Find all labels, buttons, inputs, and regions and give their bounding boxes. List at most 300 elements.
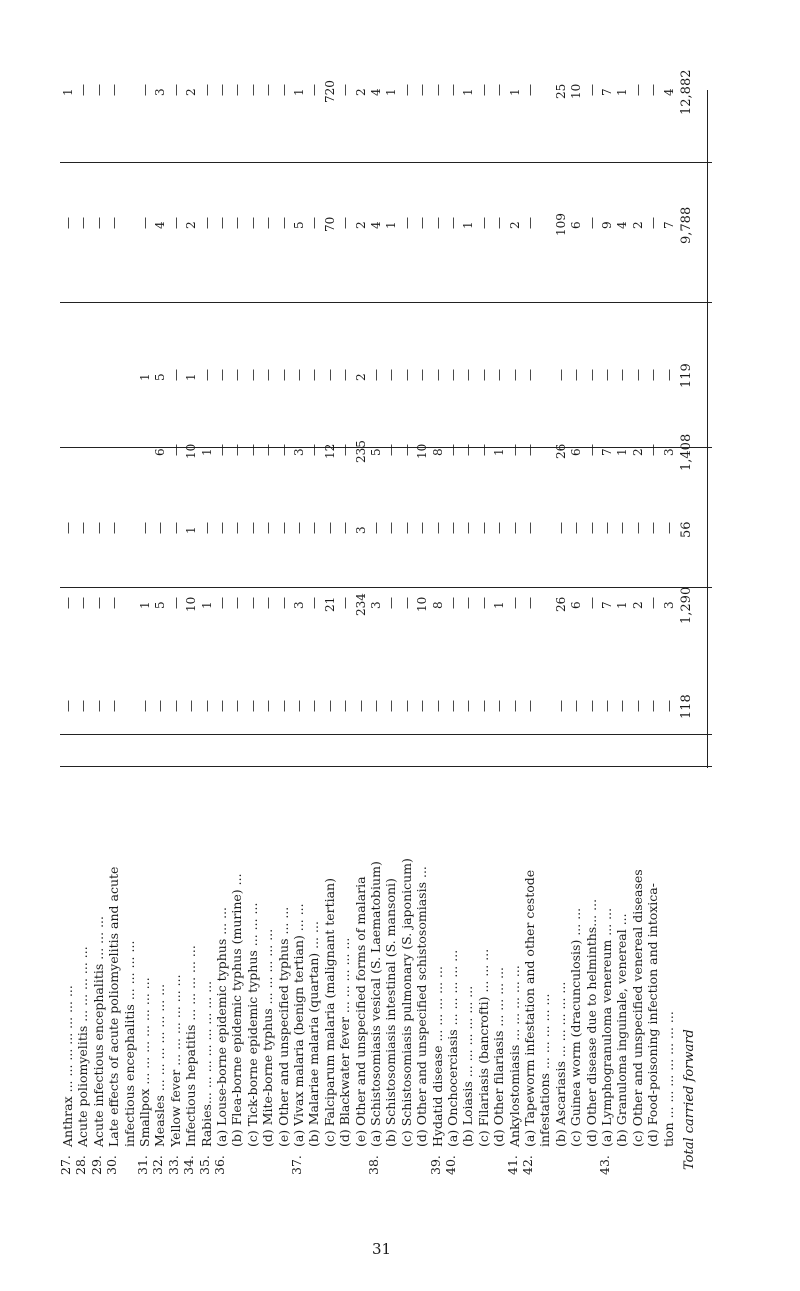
table-cell: 21 xyxy=(322,596,337,612)
table-cell: 3 xyxy=(369,600,383,609)
row-number: 43. xyxy=(597,1155,612,1175)
table-cell: — xyxy=(245,368,260,381)
column-rule xyxy=(60,162,712,163)
row-label: (c) Schistosomiasis pulmonary (S. japonicum) xyxy=(398,858,414,1147)
table-cell: 1 xyxy=(492,600,507,609)
table-cell: 4 xyxy=(615,220,630,229)
table-cell: — xyxy=(276,216,291,229)
table-cell: — xyxy=(107,521,122,534)
table-cell: — xyxy=(230,83,245,96)
table-cell: 7 xyxy=(600,447,614,456)
table-cell: 2 xyxy=(630,600,645,609)
table-cell: — xyxy=(307,83,322,96)
row-number: 32. xyxy=(150,1155,166,1175)
table-cell: 6 xyxy=(569,600,584,609)
table-cell: — xyxy=(446,699,460,712)
table-cell: — xyxy=(61,596,75,609)
table-cell: — xyxy=(292,368,306,381)
table-cell: — xyxy=(168,83,183,96)
table-cell: 10 xyxy=(415,443,430,459)
table-cell: — xyxy=(384,368,399,381)
row-label: (b) Malariae malaria (quartan) ... ... xyxy=(306,921,322,1147)
table-cell: 10 xyxy=(569,83,584,99)
table-cell: — xyxy=(199,699,214,712)
table-cell: 10 xyxy=(415,596,430,612)
total-value: 1,408 xyxy=(679,433,694,471)
total-value: 56 xyxy=(679,520,694,538)
table-cell: — xyxy=(322,368,337,381)
table-cell: — xyxy=(215,83,229,96)
table-cell: — xyxy=(292,521,306,534)
row-label: Hydatid disease ... ... ... ... ... xyxy=(429,966,445,1147)
table-cell: — xyxy=(199,521,214,534)
column-rule xyxy=(60,587,712,588)
row-label: infectious encephalitis ... ... ... ... xyxy=(121,940,137,1147)
table-cell: — xyxy=(630,368,645,381)
table-cell: 1 xyxy=(199,447,214,456)
row-label: (d) Blackwater fever ... ... ... ... ... xyxy=(337,937,353,1147)
table-cell: — xyxy=(230,216,245,229)
table-cell: — xyxy=(584,699,599,712)
table-cell: 1 xyxy=(615,87,630,96)
row-label: (d) Mite-borne typhus ... ... ... ... ... xyxy=(260,928,276,1147)
table-cell: — xyxy=(476,443,491,456)
table-cell: — xyxy=(476,521,491,534)
table-cell: — xyxy=(261,699,276,712)
table-cell: — xyxy=(476,368,491,381)
table-cell: 25 xyxy=(553,83,568,99)
table-cell: — xyxy=(476,699,491,712)
table-cell: — xyxy=(338,368,353,381)
table-cell: — xyxy=(292,699,306,712)
table-cell: — xyxy=(168,596,183,609)
table-cell: — xyxy=(584,596,599,609)
table-cell: 10 xyxy=(184,596,199,612)
table-cell: — xyxy=(61,216,75,229)
table-cell: — xyxy=(138,216,152,229)
table-cell: — xyxy=(338,216,353,229)
table-cell: — xyxy=(353,699,368,712)
table-cell: — xyxy=(507,443,522,456)
table-cell: — xyxy=(76,216,91,229)
table-cell: 1 xyxy=(615,447,630,456)
table-cell: — xyxy=(307,521,322,534)
table-cell: — xyxy=(553,368,568,381)
table-cell: — xyxy=(76,83,91,96)
row-number: 28. xyxy=(73,1155,89,1175)
table-cell: — xyxy=(615,699,630,712)
table-cell: — xyxy=(399,443,414,456)
row-number: 29. xyxy=(88,1155,104,1175)
table-border-right xyxy=(707,90,708,768)
total-value: 118 xyxy=(679,694,694,720)
table-cell: — xyxy=(399,83,414,96)
row-label: Smallpox ... ... ... ... ... ... ... xyxy=(137,977,152,1147)
table-cell: — xyxy=(184,699,199,712)
row-label: Ankylostomiasis ... ... ... ... ... xyxy=(506,965,522,1147)
table-cell: — xyxy=(61,699,75,712)
total-value: 1,290 xyxy=(679,586,694,624)
table-cell: — xyxy=(399,521,414,534)
table-cell: — xyxy=(646,368,661,381)
table-cell: — xyxy=(307,216,322,229)
table-cell: — xyxy=(461,521,476,534)
table-cell: — xyxy=(553,699,568,712)
row-number: 41. xyxy=(504,1155,520,1175)
row-label: (e) Other and unspecified typhus ... ... xyxy=(275,906,291,1147)
table-cell: — xyxy=(369,521,383,534)
table-cell: — xyxy=(399,596,414,609)
table-cell: 1 xyxy=(184,372,199,381)
table-cell: 720 xyxy=(322,79,337,103)
table-cell: — xyxy=(461,699,476,712)
table-cell: 10 xyxy=(184,443,199,459)
table-cell: — xyxy=(168,521,183,534)
row-label: Acute infectious encephalitis ... ... ... xyxy=(90,916,106,1147)
table-cell: — xyxy=(399,699,414,712)
table-cell: 3 xyxy=(661,447,676,456)
table-cell: — xyxy=(661,521,676,534)
table-cell: — xyxy=(492,368,507,381)
table-cell: — xyxy=(415,521,430,534)
table-cell: — xyxy=(168,699,183,712)
table-cell: 2 xyxy=(507,220,522,229)
row-number: 37. xyxy=(289,1155,304,1175)
table-cell: — xyxy=(107,216,122,229)
row-label: (e) Other and unspecified forms of malaria xyxy=(352,876,368,1147)
table-cell: — xyxy=(492,521,507,534)
table-cell: — xyxy=(523,368,537,381)
table-cell: 7 xyxy=(600,600,614,609)
table-cell: 4 xyxy=(369,87,383,96)
table-cell: 5 xyxy=(292,220,306,229)
table-cell: — xyxy=(276,368,291,381)
table-cell: — xyxy=(492,216,507,229)
row-label: (d) Other disease due to helminths... ... xyxy=(583,898,599,1147)
table-cell: — xyxy=(245,521,260,534)
table-cell: — xyxy=(261,83,276,96)
table-cell: — xyxy=(646,699,661,712)
total-value: 9,788 xyxy=(679,206,694,244)
table-cell: 9 xyxy=(600,220,614,229)
table-cell: — xyxy=(215,368,229,381)
row-label: (a) Onchocerciasis ... ... ... ... ... xyxy=(445,949,460,1147)
table-cell: — xyxy=(138,83,152,96)
table-cell: — xyxy=(430,521,445,534)
table-cell: — xyxy=(199,368,214,381)
table-cell: — xyxy=(199,216,214,229)
table-cell: — xyxy=(245,699,260,712)
table-cell: 6 xyxy=(569,447,584,456)
table-cell: 8 xyxy=(430,600,445,609)
table-cell: 1 xyxy=(184,525,199,534)
table-cell: — xyxy=(584,216,599,229)
table-cell: — xyxy=(168,216,183,229)
table-cell: — xyxy=(615,368,630,381)
table-cell: — xyxy=(261,368,276,381)
table-cell: 1 xyxy=(292,87,306,96)
table-cell: 2 xyxy=(353,372,368,381)
row-label: infestations ... ... ... ... ... xyxy=(537,993,553,1147)
table-cell: 6 xyxy=(153,447,168,456)
table-cell: 234 xyxy=(353,592,368,616)
row-label: (b) Loiasis ... ... ... ... ... ... xyxy=(460,985,476,1147)
table-cell: 1 xyxy=(138,600,152,609)
row-label: (b) Flea-borne epidemic typhus (murine) ... xyxy=(229,873,245,1147)
table-cell: — xyxy=(399,216,414,229)
row-number: 27. xyxy=(58,1155,73,1175)
row-number: 30. xyxy=(104,1155,120,1175)
row-label: (d) Other filariasis ... ... ... ... xyxy=(491,966,507,1147)
table-cell: 1 xyxy=(199,600,214,609)
table-cell: — xyxy=(492,699,507,712)
table-cell: 1 xyxy=(61,87,75,96)
table-cell: — xyxy=(446,216,460,229)
table-cell: 109 xyxy=(553,212,568,236)
row-number: 34. xyxy=(181,1155,197,1175)
table-cell: 4 xyxy=(369,220,383,229)
table-cell: — xyxy=(461,443,476,456)
table-cell: — xyxy=(153,521,168,534)
page-number: 31 xyxy=(372,1240,392,1258)
table-cell: — xyxy=(507,368,522,381)
table-cell: — xyxy=(261,216,276,229)
table-cell: — xyxy=(415,699,430,712)
table-cell: 235 xyxy=(353,439,368,463)
table-cell: — xyxy=(384,699,399,712)
table-cell: — xyxy=(569,368,584,381)
table-cell: — xyxy=(384,596,399,609)
table-cell: — xyxy=(615,521,630,534)
table-cell: — xyxy=(245,216,260,229)
table-cell: 12 xyxy=(322,443,337,459)
table-cell: — xyxy=(430,83,445,96)
row-label: Measles ... ... ... ... ... ... ... xyxy=(152,983,168,1147)
table-cell: — xyxy=(307,596,322,609)
table-cell: — xyxy=(584,83,599,96)
table-cell: — xyxy=(276,521,291,534)
table-cell: — xyxy=(553,521,568,534)
table-cell: 3 xyxy=(661,600,676,609)
row-label: (b) Granuloma inguinale, venereal ... xyxy=(614,913,630,1147)
table-cell: — xyxy=(276,443,291,456)
row-label: (a) Vivax malaria (benign tertian) ... ... xyxy=(291,903,306,1147)
table-cell: 1 xyxy=(461,87,476,96)
table-cell: — xyxy=(415,216,430,229)
table-cell: — xyxy=(338,443,353,456)
total-value: 119 xyxy=(679,363,694,389)
table-cell: 1 xyxy=(461,220,476,229)
table-cell: 3 xyxy=(292,447,306,456)
table-cell: 70 xyxy=(322,216,337,232)
table-cell: — xyxy=(91,699,106,712)
table-cell: — xyxy=(646,216,661,229)
table-cell: — xyxy=(338,521,353,534)
table-cell: — xyxy=(507,596,522,609)
table-cell: — xyxy=(245,443,260,456)
table-cell: — xyxy=(168,443,183,456)
table-cell: — xyxy=(76,596,91,609)
table-cell: 2 xyxy=(353,220,368,229)
table-cell: — xyxy=(415,368,430,381)
row-label: Anthrax ... ... ... ... ... ... ... xyxy=(60,985,75,1147)
total-carried-forward-label: Total carried forward xyxy=(682,1029,697,1170)
table-cell: — xyxy=(661,368,676,381)
table-cell: — xyxy=(245,83,260,96)
table-cell: — xyxy=(507,699,522,712)
row-label: (c) Falciparum malaria (malignant tertian) xyxy=(321,878,337,1147)
table-cell: — xyxy=(261,521,276,534)
row-label: (c) Guinea worm (dracunculosis) ... ... xyxy=(568,907,584,1147)
table-cell: — xyxy=(91,521,106,534)
row-number: 31. xyxy=(135,1155,150,1175)
row-label: Late effects of acute poliomyelitis and acute xyxy=(106,866,122,1147)
table-cell: — xyxy=(523,699,537,712)
table-cell: — xyxy=(230,596,245,609)
table-cell: — xyxy=(600,521,614,534)
row-label: (a) Louse-borne epidemic typhus ... ... xyxy=(214,906,229,1147)
table-cell: — xyxy=(230,521,245,534)
table-cell: — xyxy=(153,699,168,712)
table-cell: — xyxy=(76,699,91,712)
table-cell: — xyxy=(600,368,614,381)
table-cell: — xyxy=(215,216,229,229)
table-cell: — xyxy=(276,83,291,96)
table-cell: — xyxy=(600,699,614,712)
table-cell: — xyxy=(199,83,214,96)
table-cell: — xyxy=(584,368,599,381)
total-value: 12,882 xyxy=(679,69,694,115)
table-cell: — xyxy=(261,443,276,456)
table-cell: 5 xyxy=(369,447,383,456)
table-cell: — xyxy=(168,368,183,381)
table-cell: — xyxy=(215,521,229,534)
table-cell: — xyxy=(446,521,460,534)
table-cell: — xyxy=(107,699,122,712)
table-cell: — xyxy=(91,596,106,609)
row-number: 39. xyxy=(427,1155,443,1175)
table-cell: — xyxy=(307,443,322,456)
table-cell: — xyxy=(476,216,491,229)
table-cell: — xyxy=(630,521,645,534)
table-cell: — xyxy=(646,521,661,534)
table-cell: — xyxy=(430,699,445,712)
row-number: 42. xyxy=(520,1155,535,1175)
table-cell: — xyxy=(430,216,445,229)
table-cell: — xyxy=(107,83,122,96)
table-cell: 2 xyxy=(184,220,199,229)
table-cell: — xyxy=(523,216,537,229)
table-cell: — xyxy=(307,368,322,381)
table-cell: 3 xyxy=(153,87,168,96)
table-cell: — xyxy=(91,216,106,229)
row-label: (c) Filariasis (bancrofti) ... ... ... xyxy=(475,948,491,1147)
table-cell: — xyxy=(138,699,152,712)
table-cell: — xyxy=(415,83,430,96)
table-cell: 4 xyxy=(153,220,168,229)
table-cell: 2 xyxy=(630,447,645,456)
table-cell: — xyxy=(461,596,476,609)
table-cell: 26 xyxy=(553,443,568,459)
table-cell: 26 xyxy=(553,596,568,612)
column-rule xyxy=(60,766,712,767)
table-cell: — xyxy=(476,596,491,609)
table-cell: — xyxy=(492,83,507,96)
table-cell: 1 xyxy=(138,372,152,381)
row-label: (d) Food-poisoning infection and intoxica- xyxy=(645,883,661,1147)
row-number: 35. xyxy=(196,1155,212,1175)
table-cell: — xyxy=(276,699,291,712)
table-cell: — xyxy=(569,521,584,534)
row-label: (b) Ascariasis ... ... ... ... ... xyxy=(552,981,568,1147)
table-cell: — xyxy=(138,521,152,534)
table-cell: — xyxy=(215,443,229,456)
table-cell: — xyxy=(630,699,645,712)
row-label: Rabies... ... ... ... ... ... ... ... xyxy=(198,980,214,1147)
row-number: 33. xyxy=(165,1155,181,1175)
row-label: (c) Tick-borne epidemic typhus ... ... ... xyxy=(244,902,260,1147)
table-cell: 4 xyxy=(661,87,676,96)
table-cell: — xyxy=(384,443,399,456)
table-cell: — xyxy=(569,699,584,712)
table-cell: — xyxy=(338,83,353,96)
column-rule xyxy=(60,302,712,303)
table-cell: — xyxy=(230,368,245,381)
table-cell: 6 xyxy=(569,220,584,229)
table-cell: — xyxy=(523,596,537,609)
row-number: 36. xyxy=(212,1155,227,1175)
table-cell: — xyxy=(476,83,491,96)
row-label: (a) Schistosomiasis vesical (S. Laematobium) xyxy=(368,861,383,1147)
row-number: 38. xyxy=(366,1155,381,1175)
table-cell: — xyxy=(446,83,460,96)
table-cell: — xyxy=(523,83,537,96)
table-cell: 1 xyxy=(492,447,507,456)
row-label: (a) Tapeworm infestation and other cestode xyxy=(522,869,537,1147)
table-cell: — xyxy=(399,368,414,381)
table-cell: — xyxy=(322,699,337,712)
row-label: (c) Other and unspecified venereal diseases xyxy=(629,869,645,1147)
row-label: Acute poliomyelitis ... ... ... ... ... xyxy=(75,946,91,1147)
table-cell: — xyxy=(369,699,383,712)
table-cell: 7 xyxy=(600,87,614,96)
table-cell: 2 xyxy=(630,220,645,229)
row-label: (b) Schistosomiasis intestinal (S. mansoni) xyxy=(383,878,399,1147)
table-cell: — xyxy=(215,699,229,712)
column-rule xyxy=(60,734,712,735)
table-cell: 3 xyxy=(353,525,368,534)
table-cell: 2 xyxy=(184,87,199,96)
table-cell: — xyxy=(61,521,75,534)
table-cell: — xyxy=(446,443,460,456)
table-cell: — xyxy=(630,83,645,96)
table-cell: — xyxy=(646,596,661,609)
table-cell: — xyxy=(646,83,661,96)
table-cell: — xyxy=(307,699,322,712)
table-cell: 5 xyxy=(153,372,168,381)
table-cell: — xyxy=(523,521,537,534)
table-cell: 1 xyxy=(384,220,399,229)
table-cell: — xyxy=(76,521,91,534)
table-cell: — xyxy=(230,443,245,456)
table-cell: — xyxy=(261,596,276,609)
table-cell: — xyxy=(230,699,245,712)
table-cell: 1 xyxy=(384,87,399,96)
table-cell: 2 xyxy=(353,87,368,96)
table-cell: — xyxy=(461,368,476,381)
table-cell: — xyxy=(523,443,537,456)
table-cell: — xyxy=(430,368,445,381)
